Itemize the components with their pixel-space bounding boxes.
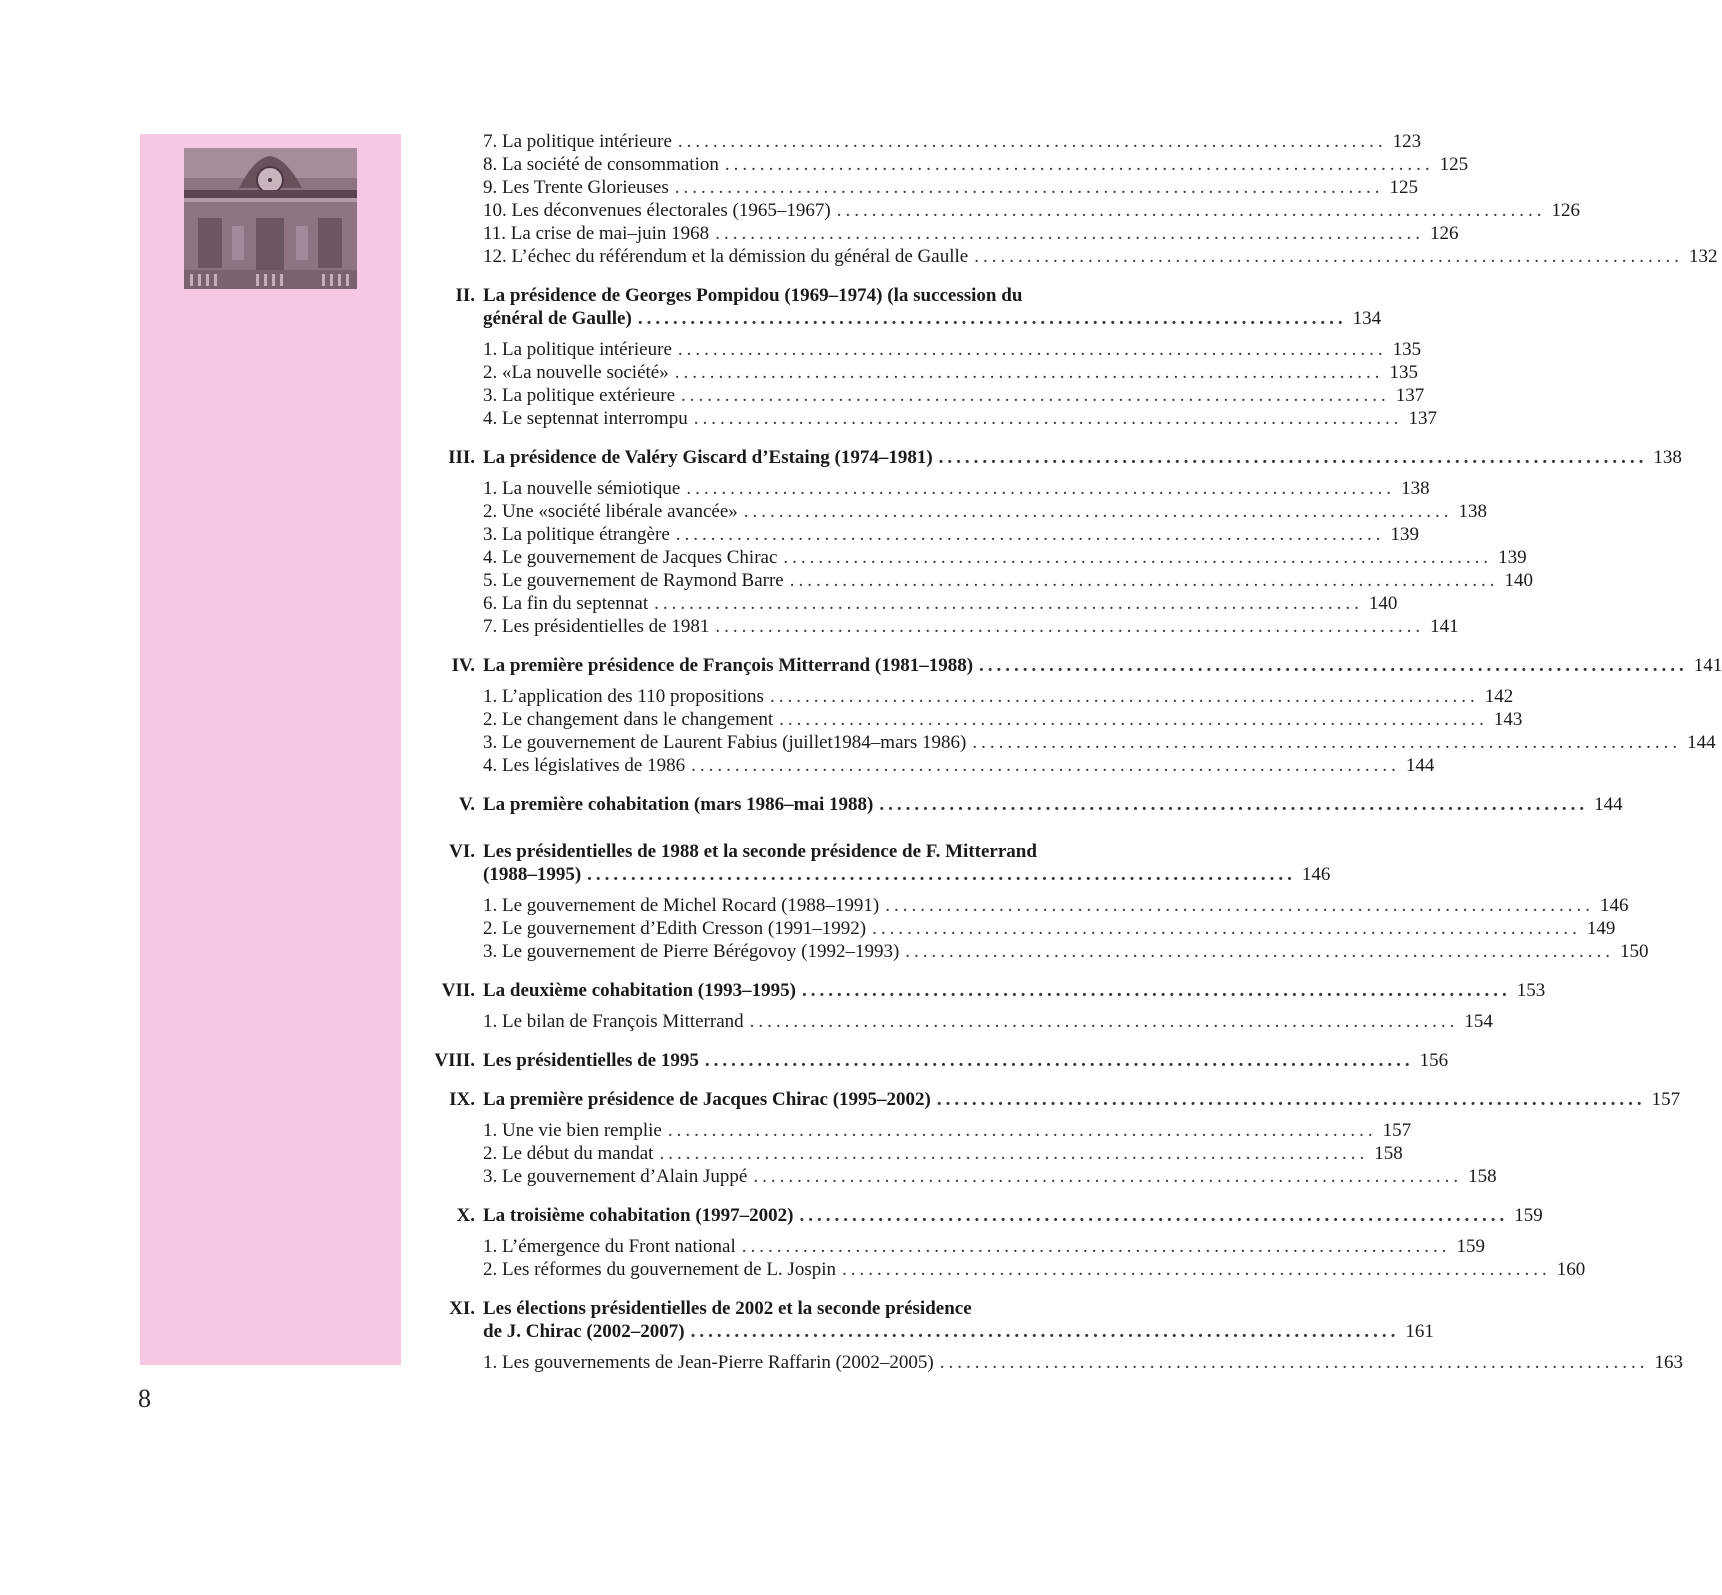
- toc-group: [420, 1351, 1684, 1374]
- entry-page: 132: [1688, 246, 1718, 267]
- leader-dots: .................................................................................: [686, 478, 1396, 499]
- toc-section-heading: [420, 1204, 1543, 1227]
- section-page: 144: [1594, 794, 1623, 815]
- entry-page: 158: [1374, 1143, 1403, 1164]
- toc-section-heading: [420, 1088, 1681, 1111]
- section-page: 156: [1419, 1050, 1449, 1071]
- entry-title: 3. La politique extérieure: [483, 385, 676, 406]
- leader-dots: .................................................................................: [936, 1089, 1646, 1110]
- entry-title: 3. La politique étrangère: [483, 524, 670, 545]
- sidebar-panel: [140, 134, 401, 1365]
- entry-page: 137: [1395, 385, 1425, 406]
- toc-section-heading: [420, 1297, 1120, 1320]
- toc-entry: [420, 407, 1437, 430]
- leader-dots: .................................................................................: [905, 941, 1615, 962]
- building-facade-photo: [184, 148, 357, 289]
- toc-entry: [420, 940, 1649, 963]
- leader-dots: .................................................................................: [979, 655, 1688, 676]
- toc-entry: [420, 894, 1629, 917]
- entry-page: 150: [1620, 941, 1649, 962]
- toc-entry: [420, 592, 1398, 615]
- entry-page: 125: [1389, 177, 1419, 198]
- entry-page: 158: [1468, 1166, 1497, 1187]
- toc-entry: [420, 1235, 1485, 1258]
- section-page: 153: [1516, 980, 1546, 1001]
- toc-section-heading: [420, 1049, 1449, 1072]
- entry-title: 1. L’application des 110 propositions: [483, 686, 764, 707]
- section-number: VII.: [441, 980, 475, 1001]
- leader-dots: .................................................................................: [654, 593, 1363, 614]
- entry-page: 142: [1484, 686, 1514, 707]
- entry-title: 1. L’émergence du Front national: [483, 1236, 736, 1257]
- toc-group: [420, 1119, 1497, 1188]
- leader-dots: .................................................................................: [769, 686, 1479, 707]
- entry-title: 2. «La nouvelle société»: [483, 362, 669, 383]
- toc-group: [420, 654, 1722, 677]
- leader-dots: .................................................................................: [691, 755, 1400, 776]
- section-number: III.: [448, 447, 475, 468]
- toc-group: [420, 1088, 1681, 1111]
- toc-section-heading-cont: [420, 863, 1331, 886]
- entry-page: 140: [1504, 570, 1533, 591]
- leader-dots: .................................................................................: [667, 1120, 1377, 1141]
- leader-dots: .................................................................................: [779, 709, 1488, 730]
- leader-dots: .................................................................................: [789, 570, 1499, 591]
- toc-entry: [420, 199, 1580, 222]
- leader-dots: .................................................................................: [681, 385, 1390, 406]
- toc-section-heading: [420, 840, 1120, 863]
- leader-dots: .................................................................................: [674, 177, 1384, 198]
- entry-title: 1. Le gouvernement de Michel Rocard (1988–1991): [483, 895, 880, 916]
- section-page: 161: [1405, 1321, 1434, 1342]
- entry-title: 3. Le gouvernement de Laurent Fabius (juillet1984–mars 1986): [483, 732, 967, 753]
- section-page: 138: [1653, 447, 1682, 468]
- toc-entry: [420, 222, 1459, 245]
- toc-entry: [420, 917, 1616, 940]
- entry-title: 3. Le gouvernement de Pierre Bérégovoy (1992–1993): [483, 941, 900, 962]
- leader-dots: .................................................................................: [836, 200, 1546, 221]
- entry-page: 146: [1600, 895, 1629, 916]
- toc-entry: [420, 1119, 1412, 1142]
- entry-page: 138: [1401, 478, 1430, 499]
- entry-title: 1. Le bilan de François Mitterrand: [483, 1011, 744, 1032]
- entry-title: 7. Les présidentielles de 1981: [483, 616, 710, 637]
- toc-entry: [420, 546, 1527, 569]
- toc-entry: [420, 708, 1523, 731]
- leader-dots: .................................................................................: [974, 246, 1683, 267]
- toc-entry: [420, 1351, 1684, 1374]
- toc-entry: [420, 245, 1718, 268]
- section-title: La première présidence de François Mitterrand (1981–1988): [483, 655, 974, 676]
- toc-entry: [420, 754, 1435, 777]
- section-title: La présidence de Valéry Giscard d’Estaing (1974–1981): [483, 447, 933, 468]
- entry-title: 4. Le septennat interrompu: [483, 408, 688, 429]
- leader-dots: .................................................................................: [690, 1321, 1400, 1342]
- leader-dots: .................................................................................: [704, 1050, 1414, 1071]
- toc-entry: [420, 477, 1430, 500]
- toc-entry: [420, 500, 1488, 523]
- section-page: 141: [1693, 655, 1722, 676]
- section-title: Les présidentielles de 1995: [483, 1050, 699, 1071]
- section-number: II.: [455, 285, 475, 306]
- toc-section-heading: [420, 979, 1546, 1002]
- entry-title: 2. Le début du mandat: [483, 1143, 654, 1164]
- section-page: 146: [1301, 864, 1331, 885]
- entry-page: 138: [1458, 501, 1488, 522]
- section-number: IX.: [449, 1089, 475, 1110]
- leader-dots: .................................................................................: [939, 1352, 1649, 1373]
- leader-dots: .................................................................................: [801, 980, 1511, 1001]
- section-page: 134: [1352, 308, 1382, 329]
- leader-dots: .................................................................................: [693, 408, 1403, 429]
- leader-dots: .................................................................................: [677, 339, 1387, 360]
- entry-page: 140: [1368, 593, 1398, 614]
- toc-group: [420, 1049, 1449, 1072]
- toc-entry: [420, 338, 1422, 361]
- leader-dots: .................................................................................: [674, 362, 1384, 383]
- toc-group: [420, 1204, 1543, 1227]
- leader-dots: .................................................................................: [972, 732, 1682, 753]
- toc-entry: [420, 1258, 1586, 1281]
- section-number: X.: [456, 1205, 475, 1226]
- leader-dots: .................................................................................: [677, 131, 1387, 152]
- leader-dots: .................................................................................: [659, 1143, 1369, 1164]
- entry-page: 163: [1654, 1352, 1684, 1373]
- section-number: VI.: [449, 841, 475, 862]
- toc-entry: [420, 685, 1514, 708]
- entry-title: 2. Le changement dans le changement: [483, 709, 774, 730]
- toc-entry: [420, 569, 1533, 592]
- entry-title: 1. La politique intérieure: [483, 339, 672, 360]
- entry-page: 154: [1464, 1011, 1493, 1032]
- toc-group: [420, 979, 1546, 1002]
- entry-title: 11. La crise de mai–juin 1968: [483, 223, 710, 244]
- entry-page: 160: [1556, 1259, 1586, 1280]
- toc-section-heading-cont: [420, 1320, 1434, 1343]
- section-title: Les élections présidentielles de 2002 et la seconde présidence: [483, 1298, 972, 1319]
- page-number: 8: [138, 1384, 151, 1413]
- entry-title: 2. Une «société libérale avancée»: [483, 501, 738, 522]
- section-page: 157: [1651, 1089, 1681, 1110]
- entry-title: 4. Le gouvernement de Jacques Chirac: [483, 547, 778, 568]
- toc-group: [420, 477, 1533, 638]
- section-title: La présidence de Georges Pompidou (1969–1974) (la succession du: [483, 285, 1023, 306]
- section-title: La deuxième cohabitation (1993–1995): [483, 980, 796, 1001]
- entry-title: 2. Les réformes du gouvernement de L. Jospin: [483, 1259, 836, 1280]
- entry-page: 149: [1586, 918, 1616, 939]
- entry-title: 9. Les Trente Glorieuses: [483, 177, 669, 198]
- entry-title: 1. Les gouvernements de Jean-Pierre Raffarin (2002–2005): [483, 1352, 934, 1373]
- leader-dots: .................................................................................: [749, 1011, 1459, 1032]
- entry-page: 143: [1493, 709, 1523, 730]
- leader-dots: .................................................................................: [743, 501, 1453, 522]
- section-number: V.: [458, 794, 475, 815]
- toc-group: [420, 1235, 1586, 1281]
- toc-group: [420, 685, 1716, 777]
- toc-entry: [420, 130, 1422, 153]
- section-title: La première présidence de Jacques Chirac (1995–2002): [483, 1089, 931, 1110]
- entry-title: 1. La nouvelle sémiotique: [483, 478, 681, 499]
- section-number: XI.: [449, 1298, 475, 1319]
- toc-group: [420, 338, 1437, 430]
- leader-dots: .................................................................................: [637, 308, 1347, 329]
- toc-entry: [420, 523, 1420, 546]
- section-title: de J. Chirac (2002–2007): [483, 1321, 685, 1342]
- entry-page: 135: [1389, 362, 1418, 383]
- leader-dots: .................................................................................: [715, 616, 1425, 637]
- leader-dots: .................................................................................: [938, 447, 1648, 468]
- toc-entry: [420, 1010, 1493, 1033]
- entry-page: 159: [1456, 1236, 1485, 1257]
- entry-title: 8. La société de consommation: [483, 154, 719, 175]
- leader-dots: .................................................................................: [741, 1236, 1451, 1257]
- leader-dots: .................................................................................: [799, 1205, 1509, 1226]
- section-title: La troisième cohabitation (1997–2002): [483, 1205, 794, 1226]
- section-page: 159: [1514, 1205, 1543, 1226]
- toc-entry: [420, 361, 1418, 384]
- section-title: La première cohabitation (mars 1986–mai 1988): [483, 794, 874, 815]
- entry-page: 139: [1390, 524, 1420, 545]
- table-of-contents: [420, 130, 1722, 1374]
- leader-dots: .................................................................................: [879, 794, 1589, 815]
- toc-group: [420, 130, 1718, 268]
- toc-entry: [420, 176, 1419, 199]
- toc-group: [420, 446, 1682, 469]
- leader-dots: .................................................................................: [587, 864, 1296, 885]
- entry-title: 3. Le gouvernement d’Alain Juppé: [483, 1166, 748, 1187]
- entry-page: 144: [1405, 755, 1435, 776]
- entry-page: 126: [1429, 223, 1459, 244]
- toc-section-heading: [420, 284, 1120, 307]
- toc-entry: [420, 1165, 1497, 1188]
- section-title: général de Gaulle): [483, 308, 632, 329]
- entry-page: 157: [1382, 1120, 1412, 1141]
- toc-entry: [420, 153, 1469, 176]
- entry-title: 4. Les législatives de 1986: [483, 755, 686, 776]
- leader-dots: .................................................................................: [724, 154, 1434, 175]
- entry-page: 125: [1439, 154, 1469, 175]
- toc-section-heading-cont: [420, 307, 1382, 330]
- leader-dots: .................................................................................: [783, 547, 1493, 568]
- section-number: VIII.: [434, 1050, 475, 1071]
- leader-dots: .................................................................................: [675, 524, 1385, 545]
- entry-page: 137: [1408, 408, 1437, 429]
- entry-title: 6. La fin du septennat: [483, 593, 649, 614]
- entry-title: 10. Les déconvenues électorales (1965–1967): [483, 200, 831, 221]
- section-title: (1988–1995): [483, 864, 582, 885]
- toc-section-heading: [420, 793, 1623, 816]
- section-title: Les présidentielles de 1988 et la seconde présidence de F. Mitterrand: [483, 841, 1037, 862]
- entry-title: 5. Le gouvernement de Raymond Barre: [483, 570, 784, 591]
- entry-page: 135: [1392, 339, 1422, 360]
- entry-page: 139: [1498, 547, 1527, 568]
- entry-title: 12. L’échec du référendum et la démission du général de Gaulle: [483, 246, 969, 267]
- toc-group: [420, 1010, 1493, 1033]
- toc-group: [420, 793, 1623, 816]
- entry-page: 141: [1430, 616, 1459, 637]
- toc-entry: [420, 1142, 1403, 1165]
- leader-dots: .................................................................................: [842, 1259, 1551, 1280]
- leader-dots: .................................................................................: [753, 1166, 1463, 1187]
- toc-group: [420, 894, 1649, 963]
- entry-title: 1. Une vie bien remplie: [483, 1120, 662, 1141]
- leader-dots: .................................................................................: [872, 918, 1581, 939]
- leader-dots: .................................................................................: [715, 223, 1424, 244]
- entry-page: 144: [1687, 732, 1716, 753]
- entry-page: 126: [1551, 200, 1580, 221]
- toc-section-heading: [420, 654, 1722, 677]
- toc-entry: [420, 615, 1459, 638]
- section-number: IV.: [451, 655, 475, 676]
- entry-title: 2. Le gouvernement d’Edith Cresson (1991–1992): [483, 918, 867, 939]
- toc-section-heading: [420, 446, 1682, 469]
- entry-page: 123: [1392, 131, 1422, 152]
- entry-title: 7. La politique intérieure: [483, 131, 672, 152]
- leader-dots: .................................................................................: [885, 895, 1594, 916]
- toc-entry: [420, 384, 1425, 407]
- toc-entry: [420, 731, 1716, 754]
